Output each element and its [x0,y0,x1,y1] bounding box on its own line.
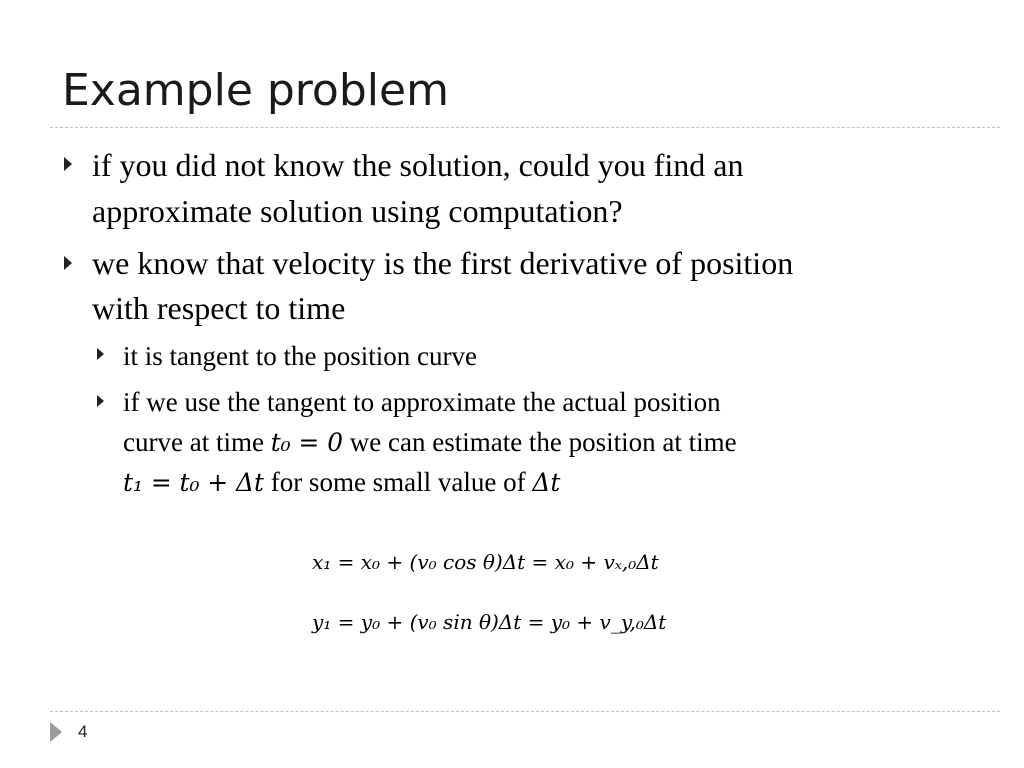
sub-bullet-2-line-3 [123,462,560,503]
title-divider [50,127,1000,128]
t1-definition-math: t₁ = t₀ + Δt [123,468,264,497]
sub-bullet-2-line-1: if we use the tangent to approximate the actual position [123,387,721,417]
bullet-1-line-2: approximate solution using computation? [92,193,623,229]
bullet-2-line-1: we know that velocity is the first derivative of position [92,245,794,281]
slide-title: Example problem [62,65,449,116]
slide-corner-arrow-icon [50,722,62,742]
bullet-arrow-icon [64,157,72,171]
slide-number: 4 [78,722,88,741]
sub-bullet-arrow-icon [97,348,104,360]
sub-bullet-arrow-icon [97,395,104,407]
bullet-arrow-icon [64,256,72,270]
sub-bullet-2-line-2 [123,422,737,463]
bullet-2-line-2: with respect to time [92,290,346,326]
equation-x: x₁ = x₀ + (v₀ cos θ)Δt = x₀ + vₓ,₀Δt [312,550,659,574]
footer-divider [50,711,1000,712]
t0-equals-zero-math: t₀ = 0 [270,428,344,457]
equation-y: y₁ = y₀ + (v₀ sin θ)Δt = y₀ + v_y,₀Δt [312,610,667,634]
sub-bullet-2-line-2-prefix: curve at time [123,427,264,457]
bullet-1-line-1: if you did not know the solution, could you find an [92,147,744,183]
delta-t-math: Δt [532,468,561,497]
sub-bullet-2-line-2-suffix: we can estimate the position at time [349,427,737,457]
sub-bullet-1-text: it is tangent to the position curve [123,341,477,371]
sub-bullet-2-line-3-suffix: for some small value of [270,467,526,497]
